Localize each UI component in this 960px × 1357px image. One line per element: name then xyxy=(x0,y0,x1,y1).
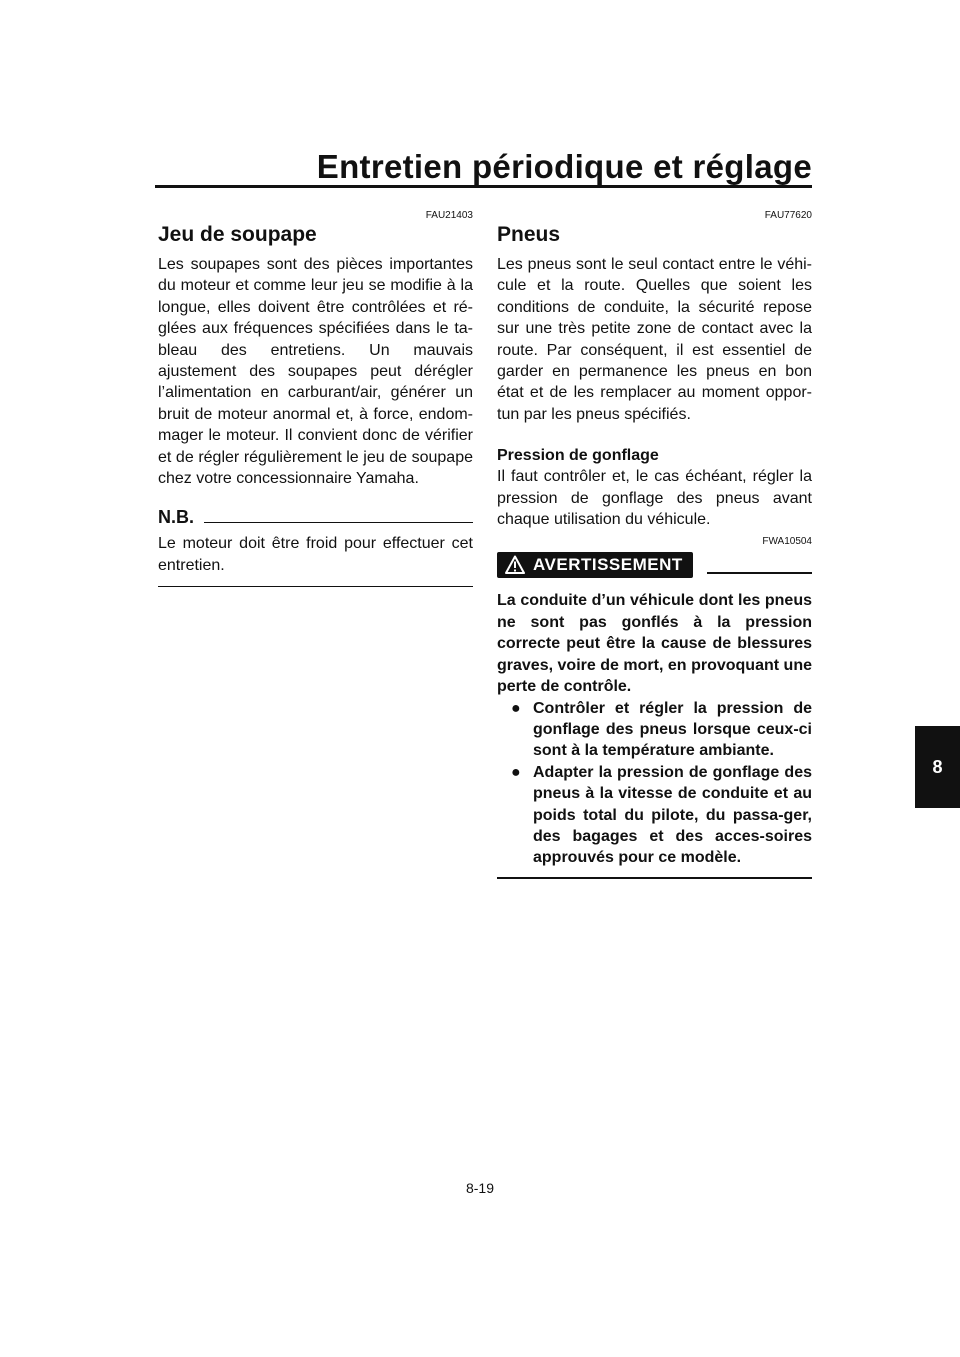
warning-label: AVERTISSEMENT xyxy=(533,555,683,575)
section-heading-valve: Jeu de soupape xyxy=(158,223,317,246)
bullet-icon: ● xyxy=(511,763,521,781)
subbody-pressure: Il faut contrôler et, le cas échéant, régler la pression de gonflage des pneus avant chaque utilisation du véhicule. xyxy=(497,468,812,529)
list-item: ● Contrôler et régler la pression de gonflage des pneus lorsque ceux-ci sont à la température ambiante. xyxy=(511,698,812,762)
warning-list xyxy=(497,698,812,869)
right-column xyxy=(497,210,812,879)
nb-divider xyxy=(204,522,473,523)
list-item: ● Adapter la pression de gonflage des pneus à la vitesse de conduite et au poids total du pilote, du passa-ger, des bagages et des acces-soires approuvés pour ce modèle. xyxy=(511,762,812,869)
page-number: 8-19 xyxy=(465,1180,495,1196)
title-rule xyxy=(155,185,812,188)
nb-header xyxy=(158,507,473,527)
page-title: Entretien périodique et réglage xyxy=(316,148,812,185)
left-column xyxy=(158,210,473,587)
section-code: FAU77620 xyxy=(764,210,812,221)
nb-text: Le moteur doit être froid pour effectuer cet entretien. xyxy=(158,535,473,574)
section-body-tires: Les pneus sont le seul contact entre le véhi-cule et la route. Quelles que soient les conditions de conduite, la sécurité repose sur une très petite zone de contact avec la route. Par conséquent, il est essentiel de garder en permanence les pneus en bon état et de les remplacer au moment oppor-tun par les pneus spécifiés. xyxy=(497,256,812,423)
warning-code: FWA10504 xyxy=(762,536,812,548)
nb-bottom-divider xyxy=(158,586,473,587)
subheading-pressure: Pression de gonflage xyxy=(497,447,659,465)
warning-text: La conduite d’un véhicule dont les pneus ne sont pas gonflés à la pression correcte peut être la cause de blessures graves, voire de mort, en provoquant une perte de contrôle. xyxy=(497,592,812,696)
section-heading-tires: Pneus xyxy=(497,223,561,246)
section-body-valve: Les soupapes sont des pièces importantes du moteur et comme leur jeu se modifie à la longue, elles doivent être contrôlées et ré-glées aux fréquences spécifiées dans le ta-bleau des entretiens. Un mauvais ajustement des soupapes peut dérégler l’alimentation en carburant/air, générer un bruit de moteur anormal et, à force, endom-mager le moteur. Il convient donc de vérifier et de régler régulièrement le jeu de soupape chez votre concessionnaire Yamaha. xyxy=(158,256,473,488)
warning-divider xyxy=(707,572,812,574)
chapter-tab: 8 xyxy=(915,726,960,808)
warning-bottom-divider xyxy=(497,877,812,879)
warning-header xyxy=(497,552,812,578)
warning-triangle-icon xyxy=(505,555,525,575)
warning-badge xyxy=(497,552,693,578)
nb-label: N.B. xyxy=(158,507,194,528)
bullet-icon: ● xyxy=(511,699,521,717)
section-code: FAU21403 xyxy=(425,210,473,221)
